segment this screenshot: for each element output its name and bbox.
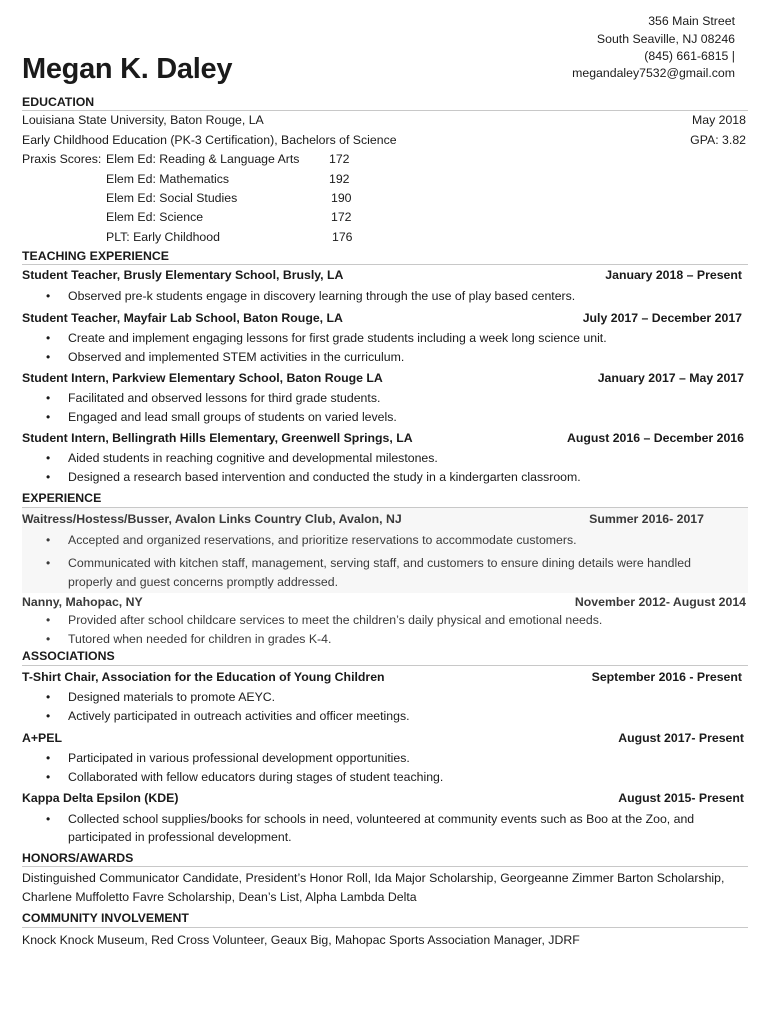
job-bullet: Aided students in reaching cognitive and developmental milestones. [68,451,438,465]
contact-email: megandaley7532@gmail.com [572,66,735,80]
job-title: Student Intern, Bellingrath Hills Elementary, Greenwell Springs, LA [22,431,413,445]
bullet-icon: • [46,770,51,784]
bullet-icon: • [46,556,51,570]
job-bullet: Engaged and lead small groups of students on varied levels. [68,410,397,424]
bullet-icon: • [46,410,51,424]
bullet-icon: • [46,289,51,303]
association-date: August 2015- Present [618,791,744,805]
contact-city: South Seaville, NJ 08246 [596,32,735,46]
section-heading-community: COMMUNITY INVOLVEMENT [22,911,189,925]
job-bullet: Observed pre-k students engage in discovery learning through the use of play based centers. [68,289,576,303]
section-heading-experience: EXPERIENCE [22,491,102,505]
association-bullet: Collected school supplies/books for schools in need, volunteered at community events such as Boo at the Zoo, and [68,812,695,826]
job-bullet: Tutored when needed for children in grades K-4. [68,632,332,646]
section-heading-teaching: TEACHING EXPERIENCE [22,249,169,263]
association-title: T-Shirt Chair, Association for the Education of Young Children [22,670,385,684]
association-date: September 2016 - Present [591,670,742,684]
job-date: January 2017 – May 2017 [597,371,744,385]
job-bullet: Create and implement engaging lessons for first grade students including a week long science unit. [68,331,607,345]
honors-line: Distinguished Communicator Candidate, President’s Honor Roll, Ida Major Scholarship, Georgeanne Zimmer Barton Scholarship, [22,871,725,885]
praxis-test: Elem Ed: Social Studies [106,191,238,205]
section-heading-honors: HONORS/AWARDS [22,851,134,865]
job-date: Summer 2016- 2017 [589,512,704,526]
section-heading-education: EDUCATION [22,95,95,109]
degree: Early Childhood Education (PK-3 Certification), Bachelors of Science [22,133,397,147]
job-title: Nanny, Mahopac, NY [22,595,143,609]
praxis-label: Praxis Scores: [22,152,102,166]
praxis-score: 176 [332,230,353,244]
bullet-icon: • [46,709,51,723]
praxis-test: Elem Ed: Reading & Language Arts [106,152,300,166]
job-date: July 2017 – December 2017 [582,311,742,325]
job-bullet: Accepted and organized reservations, and prioritize reservations to accommodate customers. [68,533,577,547]
job-bullet: Facilitated and observed lessons for third grade students. [68,391,381,405]
praxis-test: Elem Ed: Mathematics [106,172,230,186]
job-date: January 2018 – Present [605,268,742,282]
bullet-icon: • [46,331,51,345]
job-title: Student Intern, Parkview Elementary School, Baton Rouge LA [22,371,383,385]
association-bullet: Participated in various professional development opportunities. [68,751,410,765]
praxis-test: Elem Ed: Science [106,210,204,224]
honors-line: Charlene Muffoletto Favre Scholarship, Dean’s List, Alpha Lambda Delta [22,890,417,904]
job-bullet: Designed a research based intervention and conducted the study in a kindergarten classroom. [68,470,581,484]
association-title: A+PEL [22,731,62,745]
bullet-icon: • [46,470,51,484]
job-date: August 2016 – December 2016 [566,431,744,445]
bullet-icon: • [46,613,51,627]
bullet-icon: • [46,632,51,646]
praxis-test: PLT: Early Childhood [106,230,220,244]
praxis-score: 172 [329,152,350,166]
job-title: Waitress/Hostess/Busser, Avalon Links Country Club, Avalon, NJ [22,512,402,526]
candidate-name: Megan K. Daley [22,53,233,85]
section-divider [22,665,748,666]
job-bullet-continued: properly and guest concerns promptly addressed. [68,575,338,589]
praxis-score: 172 [331,210,352,224]
job-bullet: Provided after school childcare services to meet the children’s daily physical and emotional needs. [68,613,603,627]
bullet-icon: • [46,533,51,547]
bullet-icon: • [46,751,51,765]
association-bullet: Collaborated with fellow educators during stages of student teaching. [68,770,444,784]
job-title: Student Teacher, Mayfair Lab School, Baton Rouge, LA [22,311,343,325]
bullet-icon: • [46,812,51,826]
section-divider [22,927,748,928]
praxis-score: 192 [329,172,350,186]
association-title: Kappa Delta Epsilon (KDE) [22,791,179,805]
bullet-icon: • [46,391,51,405]
section-heading-associations: ASSOCIATIONS [22,649,115,663]
bullet-icon: • [46,690,51,704]
association-bullet-continued: participated in professional development. [68,830,292,844]
school-name: Louisiana State University, Baton Rouge, LA [22,113,264,127]
contact-phone: (845) 661-6815 | [644,49,735,63]
graduation-date: May 2018 [691,113,746,127]
bullet-icon: • [46,350,51,364]
bullet-icon: • [46,451,51,465]
association-bullet: Designed materials to promote AEYC. [68,690,276,704]
job-title: Student Teacher, Brusly Elementary School, Brusly, LA [22,268,344,282]
association-bullet: Actively participated in outreach activities and officer meetings. [68,709,410,723]
job-date: November 2012- August 2014 [574,595,746,609]
association-date: August 2017- Present [618,731,744,745]
section-divider [22,866,748,867]
contact-street: 356 Main Street [648,14,735,28]
section-divider [22,264,748,265]
section-divider [22,110,748,111]
community-text: Knock Knock Museum, Red Cross Volunteer, Geaux Big, Mahopac Sports Association Manager, JDRF [22,933,580,947]
gpa: GPA: 3.82 [690,133,746,147]
praxis-score: 190 [331,191,352,205]
job-bullet: Communicated with kitchen staff, management, serving staff, and customers to ensure dining details were handled [68,556,691,570]
job-bullet: Observed and implemented STEM activities in the curriculum. [68,350,405,364]
